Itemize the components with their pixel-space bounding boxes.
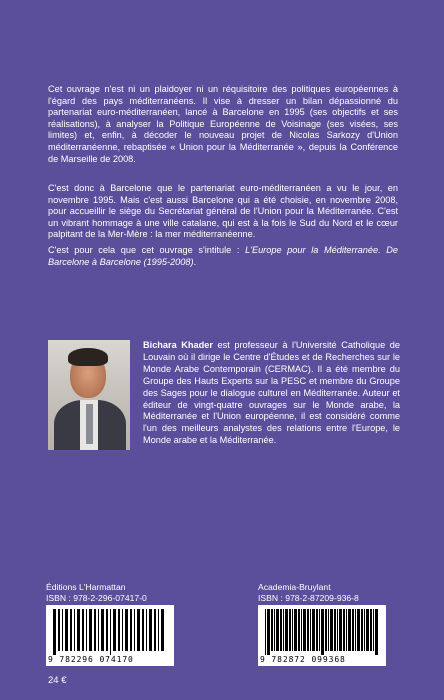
barcode-digits: 9 782872 099368 [260,655,346,664]
barcode-bar [361,609,363,651]
barcode-bar [312,609,315,651]
summary-paragraph-2: C'est donc à Barcelone que le partenariat euro-méditerranéen a vu le jour, en novembre 1995. Mais c'est aussi Barcelone qui a été choisie, en novembre 2008, pour accueillir le siège du Secrétariat général de l'Union pour la Méditerranée. C'est un vibrant hommage à une ville catalane, qui est à la fois le Sud du Nord et le cœur palpitant de la Mer-Mère : la mer méditerranéenne. [48,183,398,240]
barcode-bar [346,609,347,651]
barcode-bar [352,609,354,651]
barcode-bar [319,609,320,651]
barcode-bar [348,609,351,651]
barcode-bar [280,609,282,651]
barcode-bar [373,609,374,651]
barcode-bar [330,609,333,651]
barcode-bar [303,609,306,651]
barcode-bar [113,609,116,651]
barcode-bar [274,609,275,651]
barcode-bar [58,609,60,651]
barcode-bar [355,609,356,651]
book-title: L'Europe pour la Méditerranée. De Barcelone à Barcelone (1995-2008) [48,245,399,267]
author-name: Bichara Khader [143,340,213,350]
publisher-isbn: ISBN : 978-2-87209-936-8 [258,592,359,603]
barcode-bar [142,609,144,651]
barcode-bar [328,609,329,651]
barcode-bar [82,609,84,651]
barcode-bar [70,609,72,651]
barcode-bar [271,609,273,651]
barcode-bar [265,609,266,655]
barcode-bar [154,609,156,651]
price-label: 24 € [48,675,67,686]
summary-paragraph-3 [48,245,398,268]
barcode-bar [98,609,99,651]
publisher-name: Éditions L'Harmattan [46,582,126,592]
barcode-bar [267,609,270,655]
barcode-bar [285,609,288,651]
publisher-isbn: ISBN : 978-2-296-07417-0 [46,592,147,603]
barcode-bar [65,609,68,651]
barcode-bar [289,609,291,651]
barcode-bar [337,609,338,651]
barcode-bar [62,609,63,651]
barcode-bar [134,609,135,651]
barcode-bar [74,609,75,651]
barcode-bar [161,609,164,651]
barcode-bar [125,609,128,651]
photo-tie [86,404,93,444]
barcode-bar [101,609,104,651]
title-intro: C'est pour cela que cet ouvrage s'intitule : [48,245,246,255]
barcode-bar [94,609,96,651]
barcode-bar [310,609,311,651]
barcode-bar [149,609,152,651]
barcode-bar [137,609,140,651]
barcode-bar [321,609,324,655]
barcode-bar [86,609,87,651]
barcode-bar [316,609,318,651]
summary-paragraph-1: Cet ouvrage n'est ni un plaidoyer ni un réquisitoire des politiques européennes à l'égard des pays méditerranéens. Il vise à dresser un bilan dépassionné du partenariat euro-méditerranéen, lancé à Barcelone en 1995 (ses objectifs et ses réalisations), à analyser la Politique Européenne de Voisinage (ses visées, ses limites) et, enfin, à décoder le nouveau projet de Nicolas Sarkozy d'Union méditerranéenne, rebaptisée « Union pour la Méditerranée », depuis la Conférence de Marseille de 2008. [48,84,398,164]
barcode-bar [276,609,279,651]
barcode-bar [339,609,342,651]
barcode-bar [307,609,309,651]
barcode-bars [53,609,167,655]
barcode-bar [375,609,378,655]
barcode-bar [366,609,369,651]
photo-hair [68,348,108,366]
barcode-bar [294,609,297,651]
publisher-right [258,582,359,603]
title-end: . [193,256,197,267]
barcode-digits: 9 782296 074170 [48,655,134,664]
barcode-bar [118,609,120,651]
barcode-bar [325,609,327,651]
barcode-bar [106,609,108,651]
barcode-bar [343,609,345,651]
barcode-bar [301,609,302,651]
barcode-bar [146,609,147,651]
barcode-bar [77,609,80,651]
barcode-bar [53,609,56,655]
barcode-bar [110,609,111,655]
barcode-bar [334,609,336,651]
author-bio-text: est professeur à l'Université Catholique de Louvain où il dirige le Centre d'Études et de Recherches sur le Monde Arabe Contemporain (CERMAC). Il a été membre du Groupe des Hauts Experts sur la PESC et membre du Groupe des Sages pour le dialogue culturel en Méditerranée. Auteur et éditeur de vingt-quatre ouvrages sur le Monde arabe, la Méditerranée et l'Union européenne, il est considéré comme l'un des meilleurs analystes des relations entre l'Europe, le Monde arabe et la Méditerranée. [143,340,400,446]
barcode-bar [298,609,300,651]
barcode-right [258,605,386,666]
barcode-bar [364,609,365,651]
publisher-left [46,582,147,603]
barcode-bar [130,609,132,651]
barcode-bar [122,609,123,651]
barcode-bar [89,609,92,651]
author-photo [48,340,130,450]
barcode-left [46,605,174,666]
barcode-bar [357,609,360,651]
barcode-bar [370,609,372,651]
barcode-bars [265,609,379,655]
barcode-bar [283,609,284,651]
author-bio [143,340,400,447]
barcode-bar [292,609,293,651]
barcode-bar [158,609,159,651]
publisher-name: Academia-Bruylant [258,582,331,592]
